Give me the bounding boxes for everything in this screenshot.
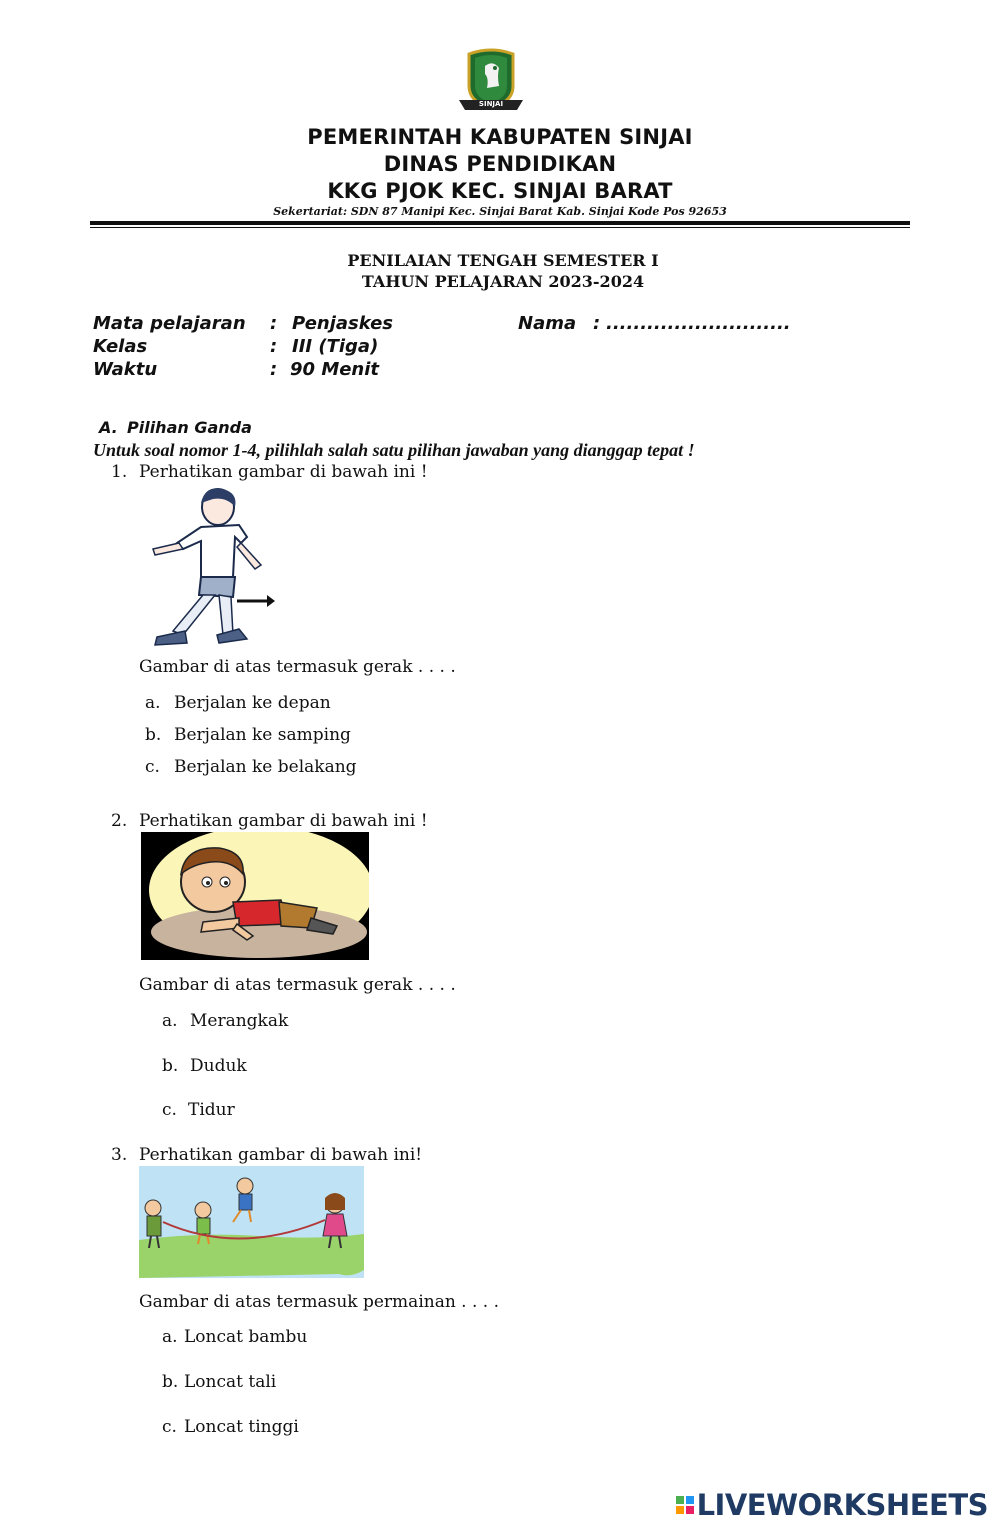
- option-text[interactable]: Loncat bambu: [184, 1327, 308, 1347]
- section-title: Pilihan Ganda: [127, 418, 252, 437]
- question-prompt: Perhatikan gambar di bawah ini!: [139, 1145, 423, 1165]
- subject-value: Penjaskes: [292, 313, 394, 334]
- option-text[interactable]: Duduk: [190, 1056, 247, 1076]
- section-instruction: Untuk soal nomor 1-4, pilihlah salah satu pilihan jawaban yang dianggap tepat !: [93, 440, 695, 460]
- logo-ribbon-text: SINJAI: [478, 100, 504, 108]
- rope-jumping-image: [139, 1166, 364, 1278]
- liveworksheets-brand: LIVEWORKSHEETS: [696, 1488, 988, 1522]
- option-letter: b.: [162, 1056, 179, 1076]
- time-label: Waktu: [93, 359, 158, 380]
- option-letter: b.: [145, 725, 162, 745]
- exam-year: TAHUN PELAJARAN 2023-2024: [361, 272, 645, 291]
- walking-boy-image: [143, 485, 283, 650]
- option-letter: a.: [162, 1011, 178, 1031]
- option-letter: a.: [162, 1327, 178, 1347]
- question-prompt: Perhatikan gambar di bawah ini !: [139, 462, 428, 482]
- header-line-3: KKG PJOK KEC. SINJAI BARAT: [327, 179, 673, 203]
- question-stem: Gambar di atas termasuk permainan . . . .: [139, 1292, 500, 1312]
- class-value: III (Tiga): [292, 336, 379, 357]
- option-letter: c.: [162, 1417, 177, 1437]
- subject-colon: :: [270, 313, 278, 334]
- question-stem: Gambar di atas termasuk gerak . . . .: [139, 975, 456, 995]
- section-letter: A.: [99, 418, 118, 437]
- option-text[interactable]: Loncat tinggi: [184, 1417, 299, 1437]
- crawling-boy-image: [141, 832, 369, 960]
- time-value: 90 Menit: [290, 359, 380, 380]
- name-blank: ...........................: [606, 313, 791, 334]
- name-colon: :: [593, 313, 601, 334]
- question-number: 2.: [111, 811, 128, 831]
- header-rule-thick: [90, 221, 910, 225]
- option-text[interactable]: Berjalan ke depan: [174, 693, 331, 713]
- option-text[interactable]: Tidur: [188, 1100, 235, 1120]
- subject-label: Mata pelajaran: [93, 313, 246, 334]
- question-number: 3.: [111, 1145, 128, 1165]
- header-rule-thin: [90, 227, 910, 228]
- exam-title: PENILAIAN TENGAH SEMESTER I: [347, 251, 659, 270]
- option-letter: b.: [162, 1372, 179, 1392]
- option-text[interactable]: Berjalan ke samping: [174, 725, 351, 745]
- option-letter: a.: [145, 693, 161, 713]
- option-letter: c.: [145, 757, 160, 777]
- secretariat-address: Sekertariat: SDN 87 Manipi Kec. Sinjai Barat Kab. Sinjai Kode Pos 92653: [273, 205, 727, 218]
- header-line-1: PEMERINTAH KABUPATEN SINJAI: [307, 125, 693, 149]
- question-number: 1.: [111, 462, 128, 482]
- class-colon: :: [270, 336, 278, 357]
- option-text[interactable]: Merangkak: [190, 1011, 289, 1031]
- time-colon: :: [270, 359, 278, 380]
- question-stem: Gambar di atas termasuk gerak . . . .: [139, 657, 456, 677]
- liveworksheets-logo-icon: [676, 1496, 694, 1514]
- regency-logo: [455, 46, 527, 116]
- option-text[interactable]: Loncat tali: [184, 1372, 277, 1392]
- option-letter: c.: [162, 1100, 177, 1120]
- header-line-2: DINAS PENDIDIKAN: [383, 152, 617, 176]
- question-prompt: Perhatikan gambar di bawah ini !: [139, 811, 428, 831]
- class-label: Kelas: [93, 336, 148, 357]
- name-label: Nama: [518, 313, 577, 334]
- option-text[interactable]: Berjalan ke belakang: [174, 757, 357, 777]
- liveworksheets-watermark[interactable]: [676, 1488, 988, 1522]
